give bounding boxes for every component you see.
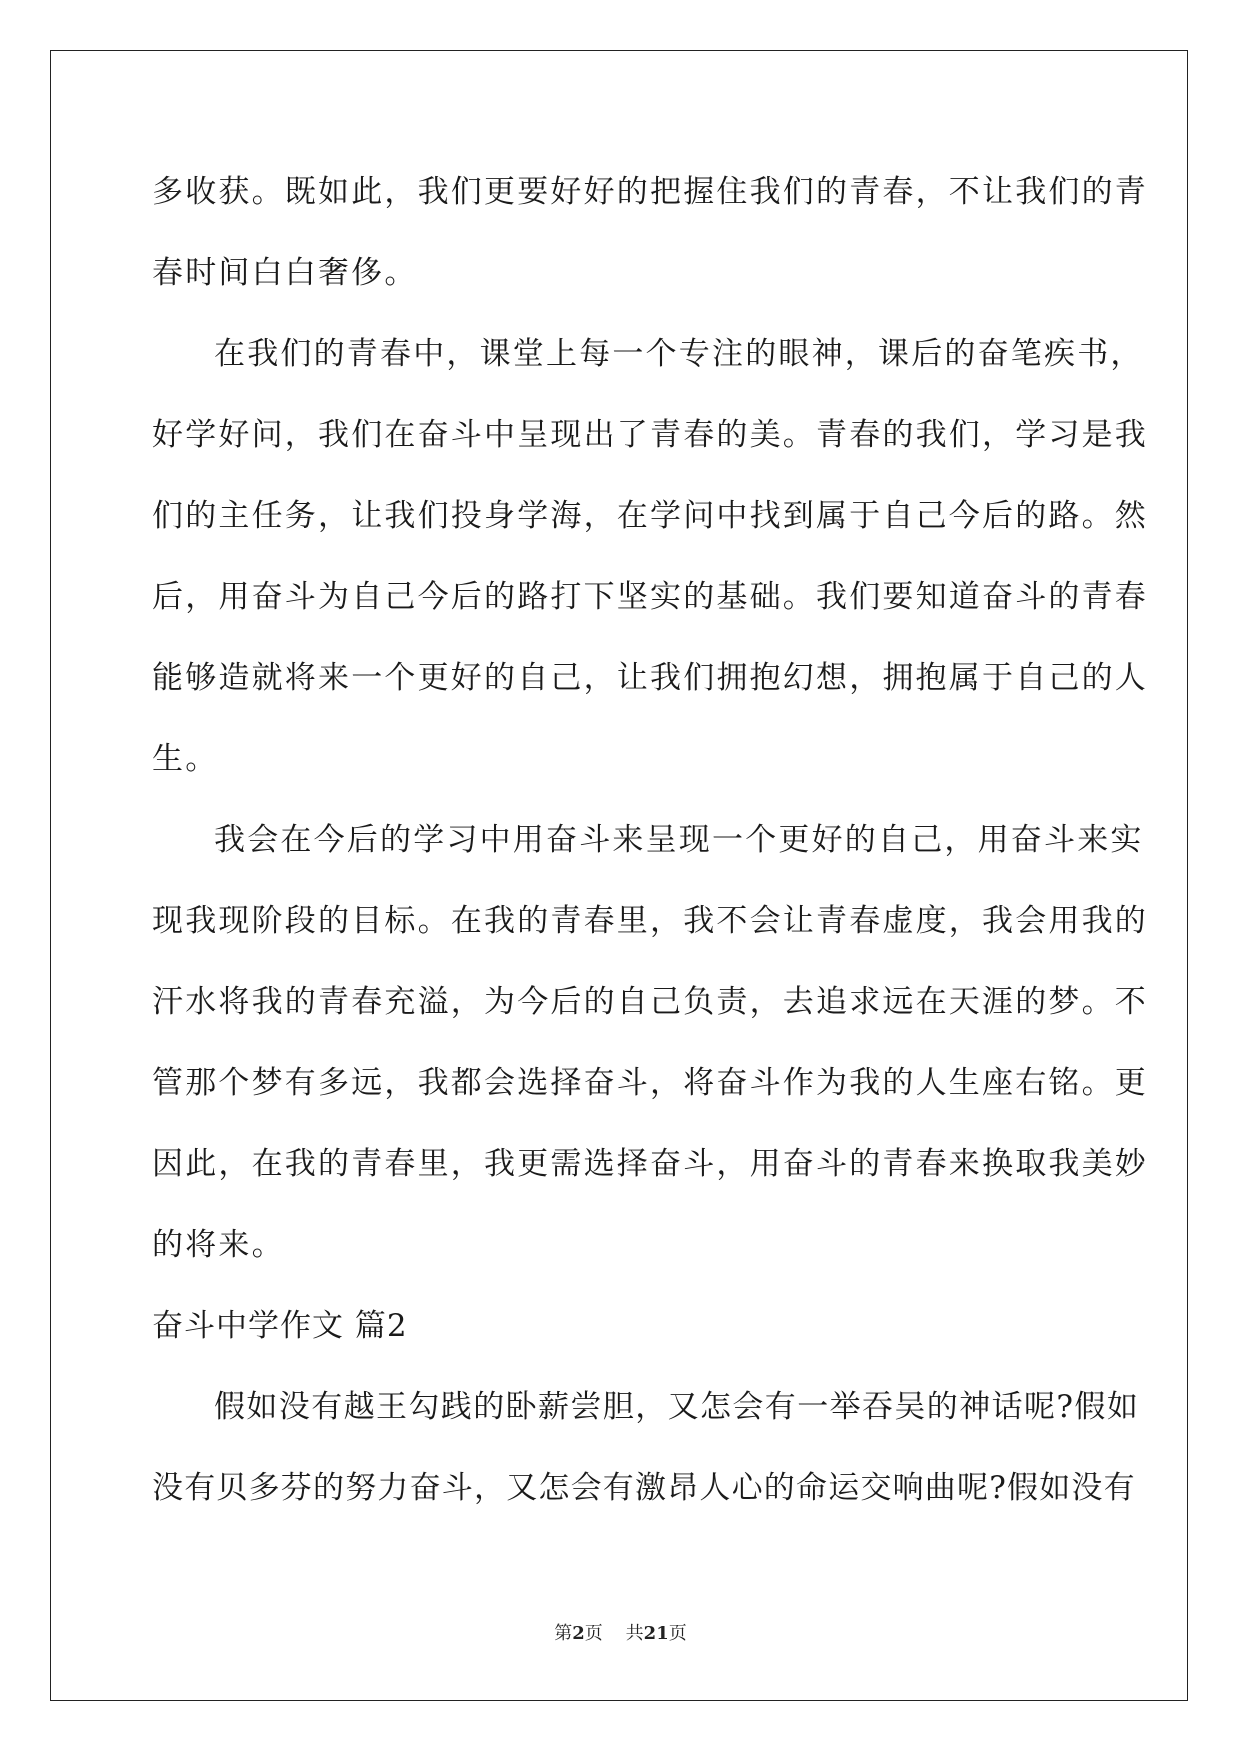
text-line: 的将来。	[152, 1227, 285, 1263]
total-page-count: 21	[643, 1623, 669, 1644]
text-line: 因此，在我的青春里，我更需选择奋斗，用奋斗的青春来换取我美妙	[152, 1146, 1148, 1182]
text-line: 多收获。既如此，我们更要好好的把握住我们的青春，不让我们的青	[152, 174, 1148, 210]
text-line: 管那个梦有多远，我都会选择奋斗，将奋斗作为我的人生座右铭。更	[152, 1065, 1148, 1101]
paragraph-start-line: 我会在今后的学习中用奋斗来呈现一个更好的自己，用奋斗来实	[214, 822, 1144, 858]
page-border	[50, 50, 1188, 1701]
page-footer	[0, 1622, 1241, 1646]
current-page-number: 2	[572, 1623, 585, 1644]
text-line: 后，用奋斗为自己今后的路打下坚实的基础。我们要知道奋斗的青春	[152, 579, 1148, 615]
text-line: 好学好问，我们在奋斗中呈现出了青春的美。青春的我们，学习是我	[152, 417, 1148, 453]
text-line: 现我现阶段的目标。在我的青春里，我不会让青春虚度，我会用我的	[152, 903, 1148, 939]
footer-prefix: 第	[554, 1623, 573, 1644]
footer-suffix: 页	[668, 1623, 687, 1644]
paragraph-start-line: 假如没有越王勾践的卧薪尝胆，又怎会有一举吞吴的神话呢?假如	[214, 1389, 1140, 1425]
section-heading: 奋斗中学作文 篇2	[152, 1308, 408, 1344]
paragraph-start-line: 在我们的青春中，课堂上每一个专注的眼神，课后的奋笔疾书，	[214, 336, 1144, 372]
text-line: 们的主任务，让我们投身学海，在学问中找到属于自己今后的路。然	[152, 498, 1148, 534]
text-line: 春时间白白奢侈。	[152, 255, 418, 291]
footer-middle: 页 共	[584, 1623, 644, 1644]
text-line: 生。	[152, 741, 219, 777]
text-line: 能够造就将来一个更好的自己，让我们拥抱幻想，拥抱属于自己的人	[152, 660, 1148, 696]
text-line: 没有贝多芬的努力奋斗，又怎会有激昂人心的命运交响曲呢?假如没有	[152, 1470, 1136, 1506]
text-line: 汗水将我的青春充溢，为今后的自己负责，去追求远在天涯的梦。不	[152, 984, 1148, 1020]
